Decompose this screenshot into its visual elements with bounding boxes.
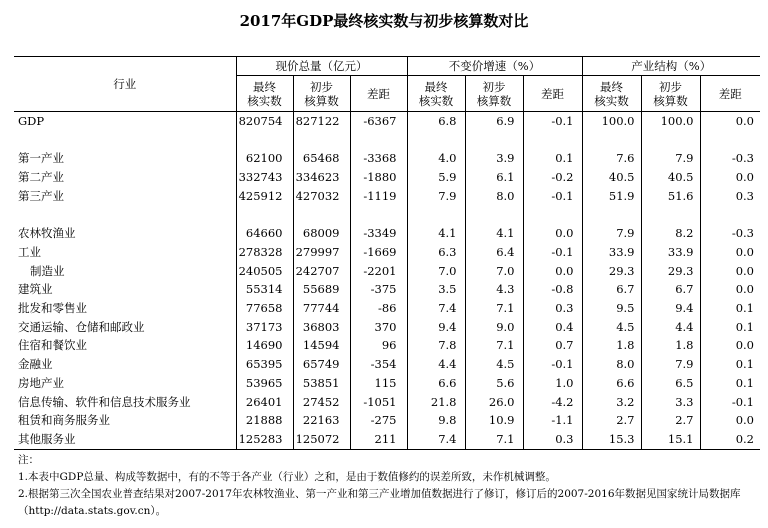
row-value: 21.8 <box>407 393 465 412</box>
row-value: 4.1 <box>407 224 465 243</box>
row-value: 4.0 <box>407 149 465 168</box>
row-industry-name: 制造业 <box>30 263 65 278</box>
table-row <box>14 168 760 187</box>
spacer-cell <box>700 206 760 225</box>
note-2: 2.根据第三次全国农业普查结果对2007-2017年农林牧渔业、第一产业和第三产业增加值数据进行了修订，修订后的2007-2016年数据见国家统计局数据库（http://data.stats.gov.cn）。 <box>18 488 741 517</box>
row-value: 33.9 <box>582 243 641 262</box>
row-industry-name: 交通运输、仓储和邮政业 <box>18 319 145 334</box>
row-value: 0.7 <box>523 336 582 355</box>
row-value: -2201 <box>350 262 407 281</box>
table-row <box>14 318 760 337</box>
notes-label: 注： <box>18 454 39 466</box>
row-value: 3.2 <box>582 393 641 412</box>
row-value: 0.1 <box>700 318 760 337</box>
row-value: 40.5 <box>641 168 700 187</box>
row-value: 278328 <box>236 243 293 262</box>
row-value: 4.3 <box>465 280 523 299</box>
row-value: -1119 <box>350 187 407 206</box>
row-value: -3349 <box>350 224 407 243</box>
row-industry-name: 第三产业 <box>18 188 64 203</box>
spacer-cell <box>14 206 236 225</box>
header-diff: 差距 <box>350 76 407 112</box>
row-industry-name: 批发和零售业 <box>18 301 87 315</box>
table-row <box>14 374 760 393</box>
row-industry-name: 住宿和餐饮业 <box>18 338 87 353</box>
spacer-cell <box>407 206 465 225</box>
row-value: -0.8 <box>523 280 582 299</box>
row-value: -0.1 <box>700 393 760 412</box>
row-value: 64660 <box>236 224 293 243</box>
table-row <box>14 336 760 355</box>
spacer-cell <box>582 206 641 225</box>
row-value: -275 <box>350 411 407 430</box>
row-value: 14690 <box>236 336 293 355</box>
spacer-cell <box>407 131 465 150</box>
header-final: 最终 核实数 <box>582 76 641 112</box>
row-value: 6.7 <box>582 280 641 299</box>
row-value: 211 <box>350 430 407 449</box>
header-diff: 差距 <box>700 76 760 112</box>
spacer-cell <box>700 131 760 150</box>
row-value: 0.0 <box>700 411 760 430</box>
row-value: 0.0 <box>700 168 760 187</box>
row-value: 100.0 <box>641 112 700 131</box>
gdp-comparison-table <box>14 56 760 450</box>
row-value: 3.3 <box>641 393 700 412</box>
row-industry-name: 房地产业 <box>18 375 64 390</box>
row-value: 0.0 <box>700 112 760 131</box>
header-prelim: 初步 核算数 <box>293 76 350 112</box>
row-value: -1669 <box>350 243 407 262</box>
table-row <box>14 262 760 281</box>
row-value: 65468 <box>293 149 350 168</box>
row-value: 7.4 <box>407 430 465 449</box>
row-value: 9.0 <box>465 318 523 337</box>
row-value: 96 <box>350 336 407 355</box>
row-value: 370 <box>350 318 407 337</box>
row-value: 55314 <box>236 280 293 299</box>
table-row <box>14 393 760 412</box>
spacer-row <box>14 131 760 150</box>
row-value: 6.6 <box>582 374 641 393</box>
row-value: 77744 <box>293 299 350 318</box>
spacer-cell <box>293 206 350 225</box>
table-row <box>14 112 760 131</box>
row-value: 7.8 <box>407 336 465 355</box>
row-value: 7.1 <box>465 430 523 449</box>
row-value: 0.1 <box>523 149 582 168</box>
header-prelim: 初步 核算数 <box>465 76 523 112</box>
row-value: 8.0 <box>465 187 523 206</box>
table-row <box>14 224 760 243</box>
row-value: 0.0 <box>700 280 760 299</box>
row-industry-name: 租赁和商务服务业 <box>18 413 110 428</box>
row-value: 820754 <box>236 112 293 131</box>
spacer-cell <box>236 131 293 150</box>
row-value: 10.9 <box>465 411 523 430</box>
spacer-cell <box>293 131 350 150</box>
row-value: 5.9 <box>407 168 465 187</box>
row-value: -6367 <box>350 112 407 131</box>
row-value: 8.2 <box>641 224 700 243</box>
row-value: -0.1 <box>523 187 582 206</box>
row-value: -0.3 <box>700 149 760 168</box>
row-value: 0.3 <box>523 430 582 449</box>
header-diff: 差距 <box>523 76 582 112</box>
row-value: 22163 <box>293 411 350 430</box>
row-value: 0.3 <box>700 187 760 206</box>
row-value: 7.4 <box>407 299 465 318</box>
row-value: 4.5 <box>465 355 523 374</box>
row-value: 0.4 <box>523 318 582 337</box>
header-industry: 行业 <box>14 57 236 112</box>
row-value: 0.0 <box>700 262 760 281</box>
row-value: 9.4 <box>641 299 700 318</box>
row-value: 427032 <box>293 187 350 206</box>
row-value: 240505 <box>236 262 293 281</box>
row-industry-name: 工业 <box>18 244 41 259</box>
row-value: 425912 <box>236 187 293 206</box>
header-group-current-price: 现价总量（亿元） <box>236 57 407 76</box>
row-industry-name: 第一产业 <box>18 151 64 166</box>
row-value: 0.1 <box>700 299 760 318</box>
row-value: 3.9 <box>465 149 523 168</box>
row-value: 0.1 <box>700 355 760 374</box>
row-value: 7.6 <box>582 149 641 168</box>
row-value: 6.5 <box>641 374 700 393</box>
spacer-cell <box>523 131 582 150</box>
row-value: 68009 <box>293 224 350 243</box>
row-value: 0.1 <box>700 374 760 393</box>
row-value: -0.1 <box>523 112 582 131</box>
table-body <box>14 112 760 450</box>
header-prelim: 初步 核算数 <box>641 76 700 112</box>
row-value: -375 <box>350 280 407 299</box>
row-value: 4.4 <box>407 355 465 374</box>
row-industry-name: GDP <box>18 114 45 128</box>
row-value: 5.6 <box>465 374 523 393</box>
row-value: 27452 <box>293 393 350 412</box>
row-value: 37173 <box>236 318 293 337</box>
row-value: 6.6 <box>407 374 465 393</box>
spacer-cell <box>350 131 407 150</box>
row-value: -0.1 <box>523 243 582 262</box>
row-value: 62100 <box>236 149 293 168</box>
row-value: 4.5 <box>582 318 641 337</box>
spacer-cell <box>641 131 700 150</box>
row-value: 33.9 <box>641 243 700 262</box>
row-value: -0.2 <box>523 168 582 187</box>
header-final: 最终 核实数 <box>407 76 465 112</box>
row-value: 51.9 <box>582 187 641 206</box>
row-value: 4.4 <box>641 318 700 337</box>
row-value: 7.0 <box>407 262 465 281</box>
table-row <box>14 299 760 318</box>
row-value: 55689 <box>293 280 350 299</box>
row-value: 7.1 <box>465 299 523 318</box>
row-value: 0.2 <box>700 430 760 449</box>
spacer-cell <box>641 206 700 225</box>
row-value: 8.0 <box>582 355 641 374</box>
table-row <box>14 411 760 430</box>
spacer-row <box>14 206 760 225</box>
row-value: 26401 <box>236 393 293 412</box>
row-industry-name: 金融业 <box>18 357 53 372</box>
row-value: 2.7 <box>582 411 641 430</box>
row-value: 6.3 <box>407 243 465 262</box>
row-value: -3368 <box>350 149 407 168</box>
row-industry-name: 建筑业 <box>18 282 53 297</box>
row-value: 6.4 <box>465 243 523 262</box>
row-value: 6.8 <box>407 112 465 131</box>
row-value: -354 <box>350 355 407 374</box>
spacer-cell <box>465 206 523 225</box>
spacer-cell <box>523 206 582 225</box>
row-value: 15.1 <box>641 430 700 449</box>
spacer-cell <box>350 206 407 225</box>
row-value: 0.0 <box>523 224 582 243</box>
row-value: 65749 <box>293 355 350 374</box>
row-value: 115 <box>350 374 407 393</box>
row-value: 0.0 <box>523 262 582 281</box>
row-value: 7.9 <box>641 149 700 168</box>
page-title: 2017年GDP最终核实数与初步核算数对比 <box>239 12 529 30</box>
row-value: 9.4 <box>407 318 465 337</box>
note-1: 1.本表中GDP总量、构成等数据中，有的不等于各产业（行业）之和，是由于数值修约的误差所致，未作机械调整。 <box>18 471 556 483</box>
row-value: 6.9 <box>465 112 523 131</box>
row-industry-name: 农林牧渔业 <box>18 226 76 241</box>
row-value: 125283 <box>236 430 293 449</box>
table-row <box>14 430 760 449</box>
header-final: 最终 核实数 <box>236 76 293 112</box>
row-value: -0.1 <box>523 355 582 374</box>
row-value: 36803 <box>293 318 350 337</box>
spacer-cell <box>465 131 523 150</box>
row-value: 1.8 <box>641 336 700 355</box>
row-value: 77658 <box>236 299 293 318</box>
table-row <box>14 149 760 168</box>
row-value: 279997 <box>293 243 350 262</box>
row-value: 26.0 <box>465 393 523 412</box>
row-value: 65395 <box>236 355 293 374</box>
row-value: -86 <box>350 299 407 318</box>
table-row <box>14 243 760 262</box>
header-group-structure: 产业结构（%） <box>582 57 760 76</box>
row-value: 7.9 <box>641 355 700 374</box>
row-industry-name: 第二产业 <box>18 170 64 185</box>
row-value: 7.1 <box>465 336 523 355</box>
row-value: 334623 <box>293 168 350 187</box>
row-value: 7.9 <box>407 187 465 206</box>
row-value: 7.0 <box>465 262 523 281</box>
row-value: 0.3 <box>523 299 582 318</box>
row-value: 9.8 <box>407 411 465 430</box>
row-value: 53851 <box>293 374 350 393</box>
row-value: 29.3 <box>641 262 700 281</box>
row-value: -1.1 <box>523 411 582 430</box>
row-value: 40.5 <box>582 168 641 187</box>
row-value: 1.8 <box>582 336 641 355</box>
row-value: 3.5 <box>407 280 465 299</box>
row-value: -0.3 <box>700 224 760 243</box>
row-value: 21888 <box>236 411 293 430</box>
table-row <box>14 280 760 299</box>
row-value: -1051 <box>350 393 407 412</box>
row-value: 332743 <box>236 168 293 187</box>
row-value: 53965 <box>236 374 293 393</box>
row-value: 2.7 <box>641 411 700 430</box>
row-value: 827122 <box>293 112 350 131</box>
footnotes <box>18 452 758 520</box>
row-value: 6.7 <box>641 280 700 299</box>
table-row <box>14 355 760 374</box>
row-value: 100.0 <box>582 112 641 131</box>
spacer-cell <box>582 131 641 150</box>
row-value: 0.0 <box>700 243 760 262</box>
row-value: 4.1 <box>465 224 523 243</box>
row-value: 1.0 <box>523 374 582 393</box>
spacer-cell <box>236 206 293 225</box>
row-value: 14594 <box>293 336 350 355</box>
row-value: -1880 <box>350 168 407 187</box>
row-value: 51.6 <box>641 187 700 206</box>
header-group-growth: 不变价增速（%） <box>407 57 582 76</box>
row-value: 0.0 <box>700 336 760 355</box>
row-value: -4.2 <box>523 393 582 412</box>
row-value: 242707 <box>293 262 350 281</box>
row-value: 7.9 <box>582 224 641 243</box>
row-value: 6.1 <box>465 168 523 187</box>
row-value: 9.5 <box>582 299 641 318</box>
row-value: 15.3 <box>582 430 641 449</box>
row-value: 29.3 <box>582 262 641 281</box>
row-industry-name: 其他服务业 <box>14 430 236 449</box>
spacer-cell <box>14 131 236 150</box>
row-industry-name: 信息传输、软件和信息技术服务业 <box>18 394 191 409</box>
row-value: 125072 <box>293 430 350 449</box>
table-row <box>14 187 760 206</box>
